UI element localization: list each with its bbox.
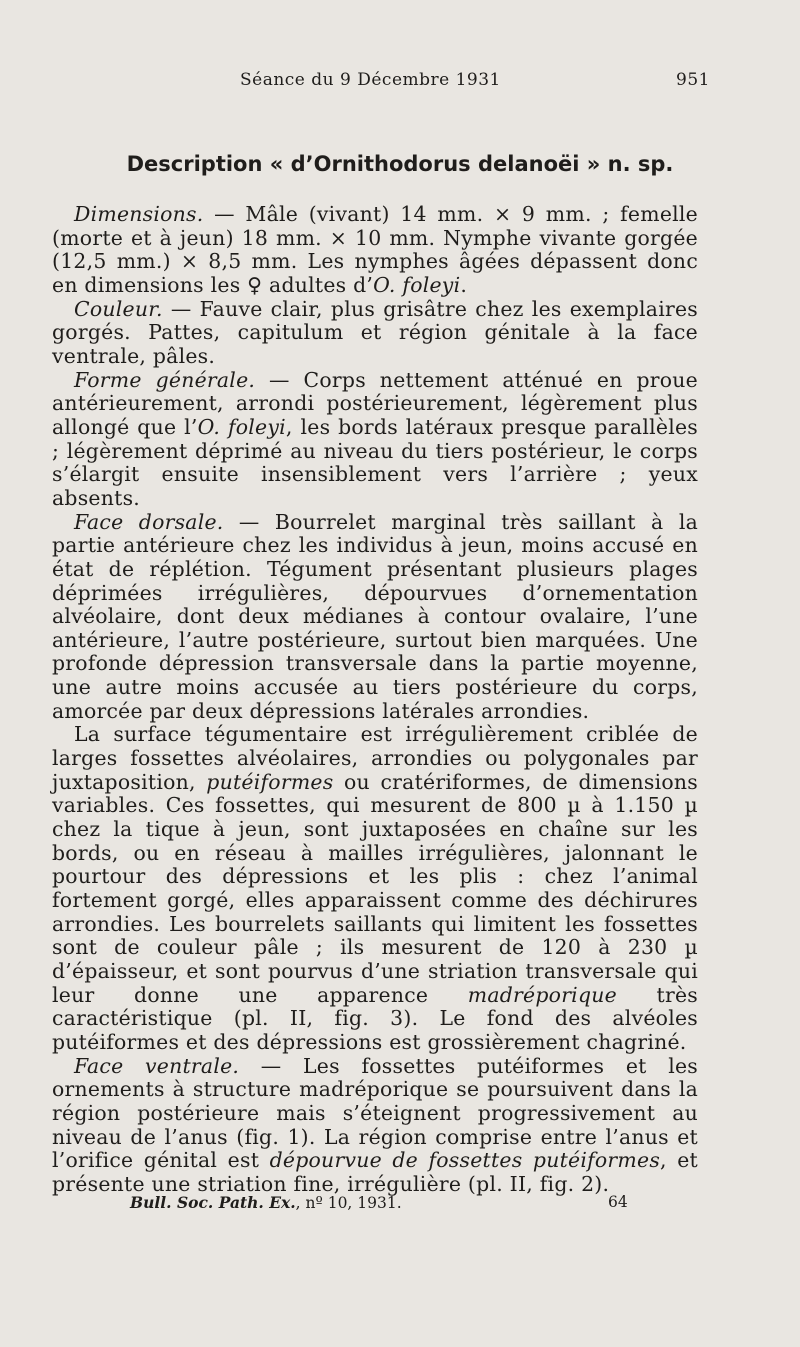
species-name: O. foleyi: [197, 414, 286, 439]
paragraph-text: ou cratériformes, de dimensions variables. Ces fossettes, qui mesurent de 800 µ à 1.150 µ chez la tique à jeun, sont juxtaposées en chaîne sur les bords, ou en réseau à mailles irrégulières, jalonnant le pourtour des dépressions et les plis : chez l’animal fortement gorgé, elles apparaissent comme des déchirures arrondies. Les bourrelets saillants qui limitent les fossettes sont de couleur pâle ; ils mesurent de 120 à 230 µ d’épaisseur, et sont pourvus d’une striation transversale qui leur donne une apparence: [52, 769, 698, 1007]
label-face-ventrale: Face ventrale.: [74, 1053, 240, 1078]
species-name: O. foleyi: [373, 272, 461, 297]
paragraph-text: — Corps nettement atténué en proue antérieurement, arrondi postérieurement, légèrement plus allongé que l’: [52, 367, 698, 439]
paragraph-text: — Mâle (vivant) 14 mm. × 9 mm. ; femelle (morte et à jeun) 18 mm. × 10 mm. Nymphe vivante gorgée (12,5 mm.) × 8,5 mm. Les nymphes âgées dépassent donc en dimensions les ♀ adultes d’: [52, 202, 698, 297]
paragraph-text: — Bourrelet marginal très saillant à la partie antérieure chez les individus à jeun, moins accusé en état de réplétion. Tégument présentant plusieurs plages déprimées irrégulières, dépourvues d’ornementation alvéolaire, dont deux médianes à contour ovalaire, l’une antérieure, l’autre postérieure, surtout bien marquées. Une profonde dépression transversale dans la partie moyenne, une autre moins accusée au tiers postérieure du corps, amorcée par deux dépressions latérales arrondies.: [52, 509, 698, 723]
page-number: 951: [676, 70, 710, 90]
label-forme-generale: Forme générale.: [74, 367, 256, 392]
paragraph-text: La surface tégumentaire est irrégulièrement criblée de larges fossettes alvéolaires, arrondies ou polygonales par juxtaposition,: [52, 722, 698, 794]
paragraph-text: , les bords latéraux presque parallèles ; légèrement déprimé au niveau du tiers postérieur, le corps s’élargit ensuite insensiblement vers l’arrière ; yeux absents.: [52, 414, 699, 510]
italic-term: putéiformes: [206, 769, 334, 794]
citation-issue: , nº 10, 1931.: [295, 1194, 402, 1212]
paragraph-face-ventrale: [52, 1055, 698, 1197]
paragraph-text: — Les fossettes putéiformes et les ornements à structure madréporique se poursuivent dans la région postérieure mais s’éteignent progressivement au niveau de l’anus (fig. 1). La région comprise entre l’anus et l’orifice génital est: [52, 1053, 698, 1173]
label-dimensions: Dimensions.: [74, 202, 204, 226]
running-title: Séance du 9 Décembre 1931: [240, 70, 501, 90]
signature-number: 64: [608, 1193, 628, 1211]
paragraph-dimensions: [52, 203, 698, 298]
paragraph-text: .: [460, 272, 468, 297]
label-face-dorsale: Face dorsale.: [74, 509, 224, 534]
journal-citation: [130, 1193, 402, 1212]
paragraph-forme-generale: [52, 369, 698, 511]
paragraph-text: , et présente une striation fine, irrégulière (pl. II, fig. 2).: [52, 1148, 698, 1196]
paragraph-surface: [52, 723, 698, 1054]
paragraph-text: — Fauve clair, plus grisâtre chez les exemplaires gorgés. Pattes, capitulum et région génitale à la face ventrale, pâles.: [52, 296, 698, 368]
label-couleur: Couleur.: [74, 296, 163, 321]
article-title: Description « d’Ornithodorus delanoëi » n. sp.: [126, 152, 674, 176]
article-body: [52, 203, 698, 1197]
paragraph-couleur: [52, 298, 698, 369]
paragraph-face-dorsale: [52, 511, 698, 724]
italic-term: dépourvue de fossettes putéiformes: [269, 1148, 661, 1173]
italic-term: madréporique: [467, 982, 617, 1007]
paragraph-text: très caractéristique (pl. II, fig. 3). Le fond des alvéoles putéiformes et des dépressions est grossièrement chagriné.: [52, 982, 698, 1054]
journal-name: Bull. Soc. Path. Ex.: [130, 1193, 296, 1212]
